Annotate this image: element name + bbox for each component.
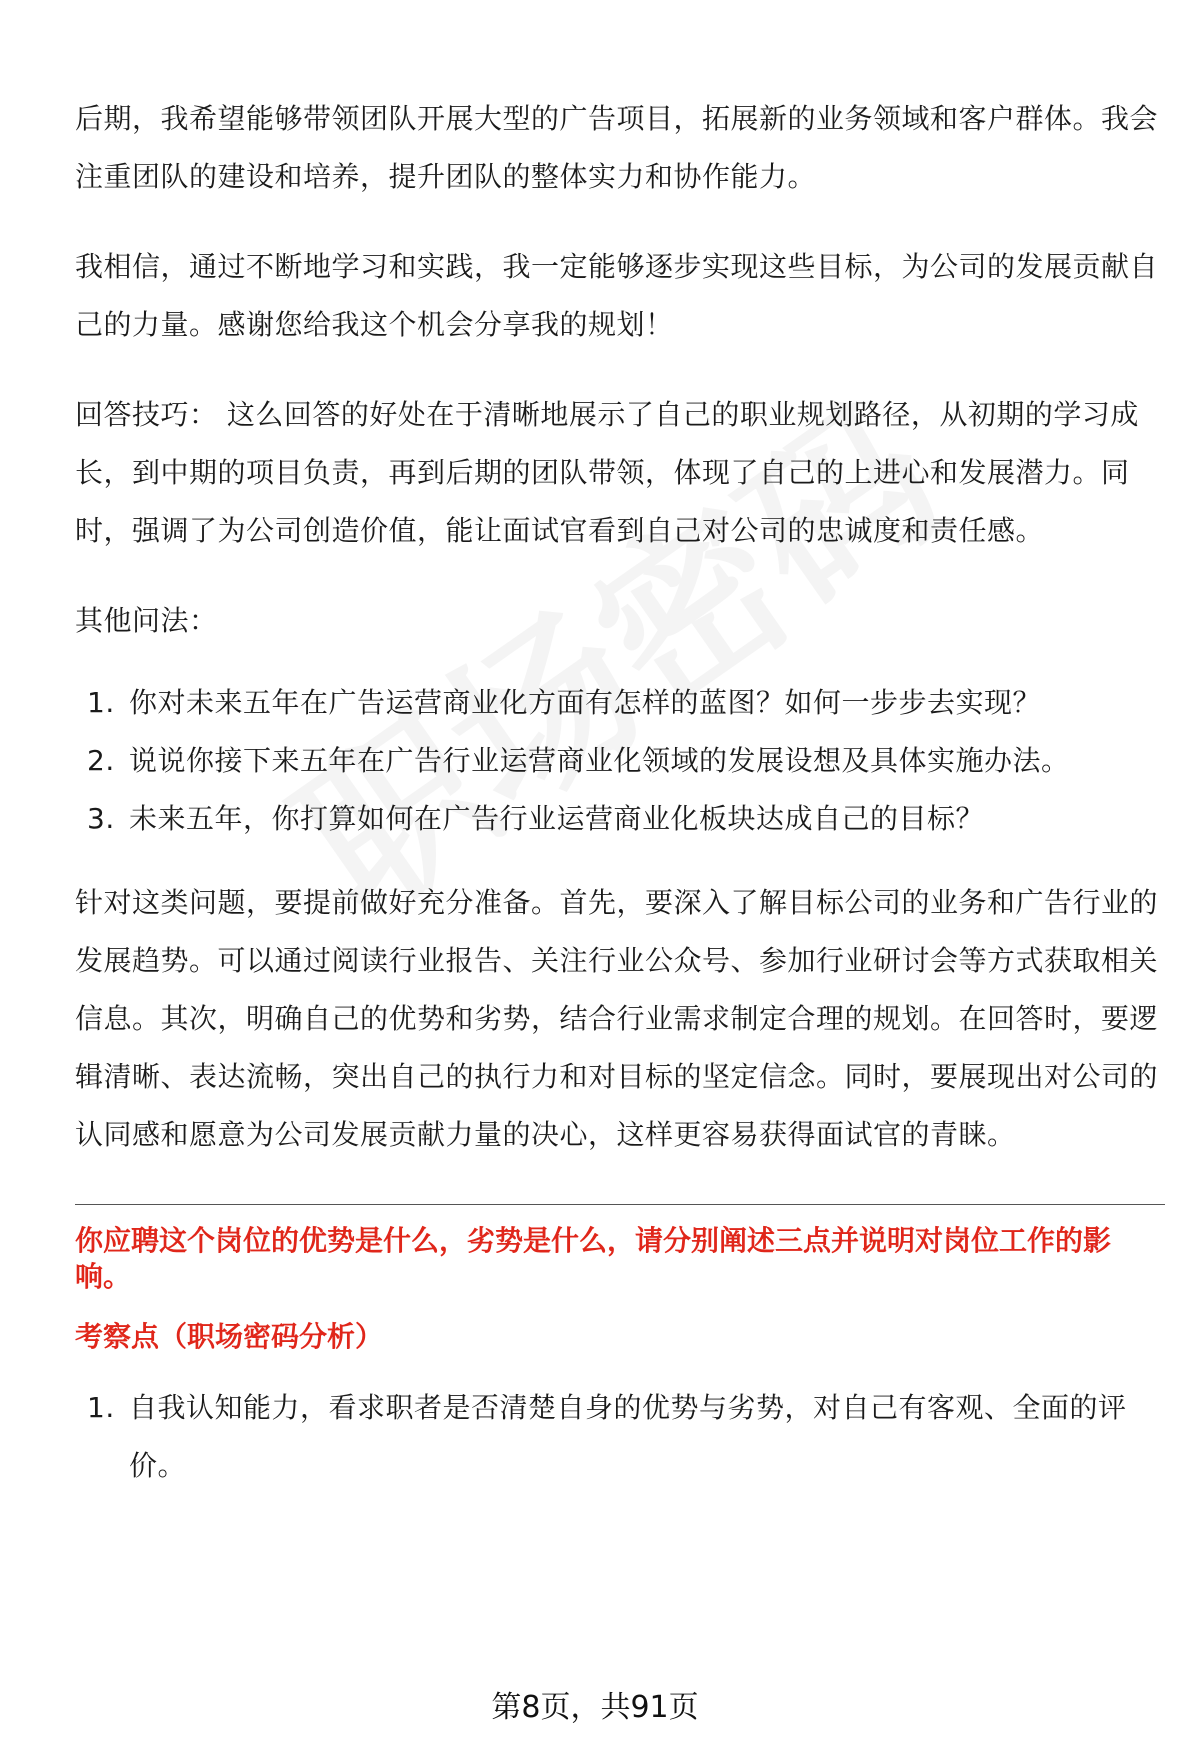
- paragraph-preparation: 针对这类问题，要提前做好充分准备。首先，要深入了解目标公司的业务和广告行业的发展趋势。可以通过阅读行业报告、关注行业公众号、参加行业研讨会等方式获取相关信息。其次，明确自己的优势和劣势，结合行业需求制定合理的规划。在回答时，要逻辑清晰、表达流畅，突出自己的执行力和对目标的坚定信念。同时，要展现出对公司的认同感和愿意为公司发展贡献力量的决心，这样更容易获得面试官的青睐。: [75, 886, 1159, 1151]
- list-item: 1. 自我认知能力，看求职者是否清楚自身的优势与劣势，对自己有客观、全面的评价。: [87, 1391, 1127, 1482]
- question-subtitle: 考察点（职场密码分析）: [75, 1320, 384, 1353]
- list-item: 2. 说说你接下来五年在广告行业运营商业化领域的发展设想及具体实施办法。: [87, 744, 1070, 777]
- page-number: 第8页，共91页: [491, 1690, 699, 1725]
- list-item: 3. 未来五年，你打算如何在广告行业运营商业化板块达成自己的目标？: [87, 802, 985, 835]
- list-item: 1. 你对未来五年在广告运营商业化方面有怎样的蓝图？如何一步步去实现？: [87, 686, 1042, 719]
- document-body: [75, 90, 1165, 1521]
- assessment-points-list: [75, 1379, 1165, 1495]
- other-questions-list: [75, 674, 1165, 848]
- paragraph-answer-tips: 回答技巧： 这么回答的好处在于清晰地展示了自己的职业规划路径，从初期的学习成长，到中期的项目负责，再到后期的团队带领，体现了自己的上进心和发展潜力。同时，强调了为公司创造价值，能让面试官看到自己对公司的忠诚度和责任感。: [75, 398, 1139, 547]
- paragraph-later-stage: 后期，我希望能够带领团队开展大型的广告项目，拓展新的业务领域和客户群体。我会注重团队的建设和培养，提升团队的整体实力和协作能力。: [75, 102, 1159, 193]
- other-questions-label: 其他问法：: [75, 604, 218, 637]
- section-divider: [75, 1204, 1165, 1205]
- question-title: 你应聘这个岗位的优势是什么，劣势是什么，请分别阐述三点并说明对岗位工作的影响。: [75, 1224, 1112, 1293]
- paragraph-belief: 我相信，通过不断地学习和实践，我一定能够逐步实现这些目标，为公司的发展贡献自己的力量。感谢您给我这个机会分享我的规划！: [75, 250, 1159, 341]
